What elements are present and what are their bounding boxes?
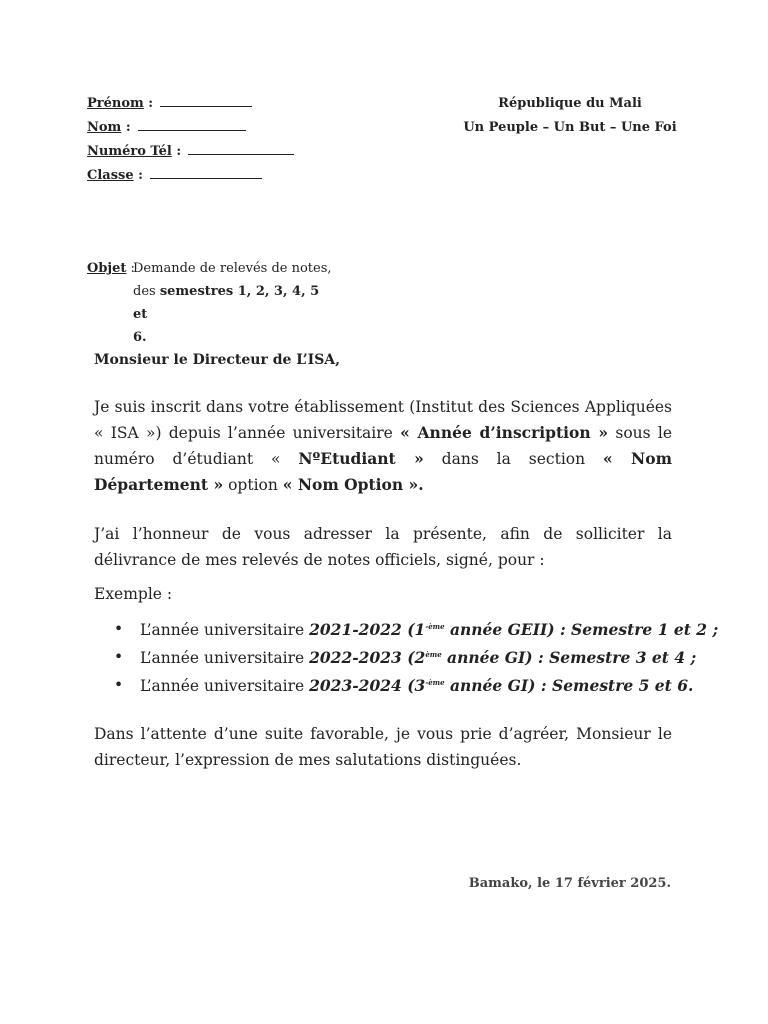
blank-line xyxy=(138,118,246,131)
blank-line xyxy=(150,166,262,179)
field-numero-tel: Numéro Tél : xyxy=(87,140,294,164)
field-prenom: Prénom : xyxy=(87,92,294,116)
republic-header xyxy=(460,92,680,140)
intro-paragraph: Je suis inscrit dans votre établissement (Institut des Sciences Appliquées « ISA ») depuis l’année universitaire « Année d’inscription » sous le numéro d’étudiant « NºEtudiant » dans la section « Nom Département » option « Nom Option ». xyxy=(94,398,672,494)
list-item: • L’année universitaire 2021-2022 ($1^{-ème}$ année GEII) : Semestre 1 et 2 ; xyxy=(114,620,719,639)
subject-label: Objet xyxy=(87,261,127,276)
request-paragraph: J’ai l’honneur de vous adresser la présente, afin de solliciter la délivrance de mes relevés de notes officiels, signé, pour : xyxy=(94,525,672,569)
subject-block: Objet : Demande de relevés de notes, des semestres 1, 2, 3, 4, 5 et 6. xyxy=(87,257,135,280)
field-label: Numéro Tél xyxy=(87,144,172,159)
country-name: République du Mali xyxy=(498,96,642,111)
field-label: Prénom xyxy=(87,96,144,111)
closing-paragraph: Dans l’attente d’une suite favorable, je vous prie d’agréer, Monsieur le directeur, l’expression de mes salutations distinguées. xyxy=(94,725,672,769)
blank-line xyxy=(160,94,252,107)
example-label: Exemple : xyxy=(94,585,173,603)
student-info-fields xyxy=(87,92,294,188)
salutation: Monsieur le Directeur de L’ISA, xyxy=(94,352,341,368)
country-motto: Un Peuple – Un But – Une Foi xyxy=(463,120,677,135)
list-item: • L’année universitaire 2023-2024 ($3^{-ème}$ année GI) : Semestre 5 et 6. xyxy=(114,676,694,695)
blank-line xyxy=(188,142,294,155)
date-signature: Bamako, le 17 février 2025. xyxy=(468,876,671,891)
field-classe: Classe : xyxy=(87,164,294,188)
subject-text: Demande de relevés de notes, des semestres 1, 2, 3, 4, 5 et 6. xyxy=(133,261,332,345)
field-label: Classe xyxy=(87,168,134,183)
semester-list xyxy=(114,616,719,700)
field-nom: Nom : xyxy=(87,116,294,140)
list-item: • L’année universitaire 2022-2023 (2ème année GI) : Semestre 3 et 4 ; xyxy=(114,648,697,667)
field-label: Nom xyxy=(87,120,122,135)
